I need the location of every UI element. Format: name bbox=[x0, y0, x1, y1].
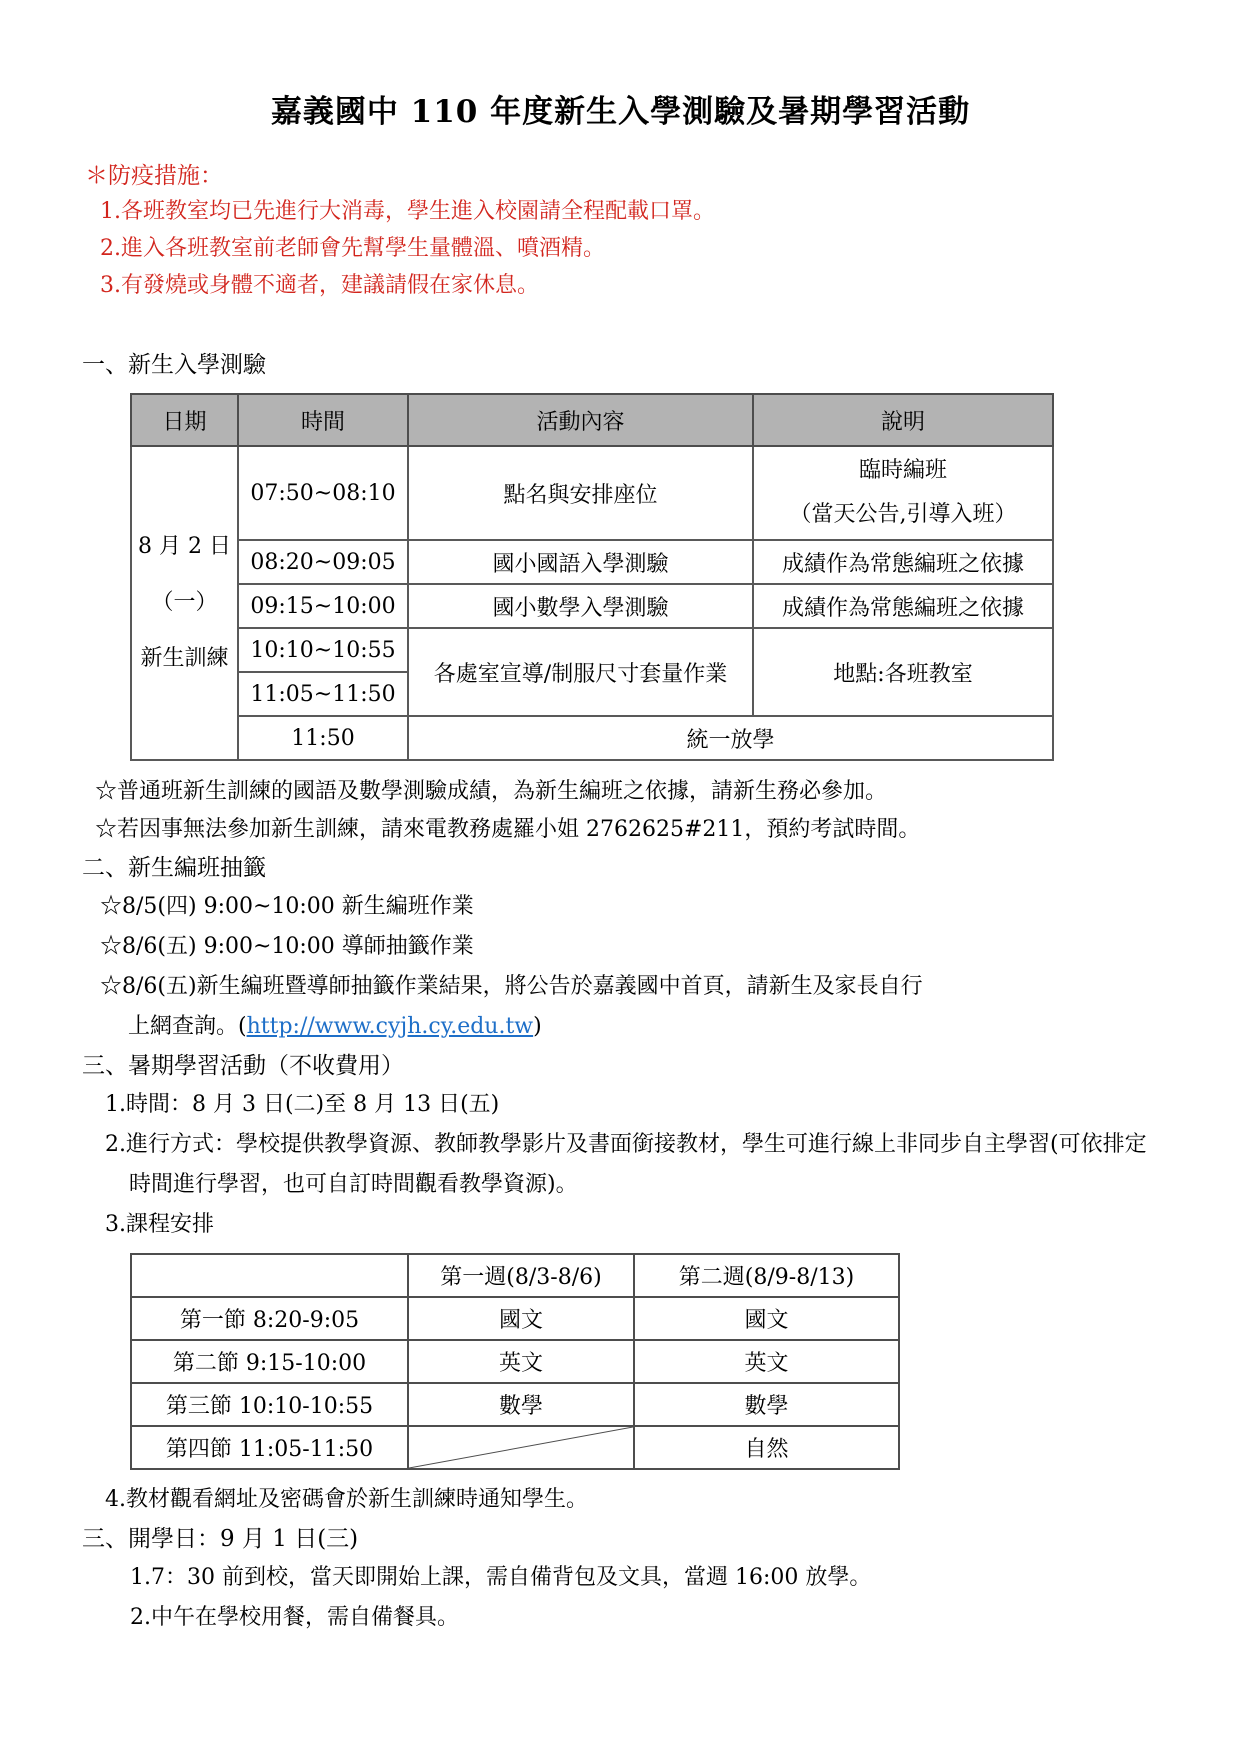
time-cell: 10:10~10:55 bbox=[238, 628, 408, 672]
subject-cell: 國文 bbox=[634, 1297, 899, 1340]
school-website-link[interactable]: http://www.cyjh.cy.edu.tw bbox=[246, 1014, 534, 1039]
table-header-row bbox=[131, 394, 1053, 446]
link-prefix: 上網查詢。( bbox=[128, 1014, 247, 1039]
star-note-2: ☆若因事無法參加新生訓練，請來電教務處羅小姐 2762625#211，預約考試時間。 bbox=[95, 817, 921, 842]
lottery-item-1: ☆8/5(四) 9:00~10:00 新生編班作業 bbox=[100, 894, 474, 919]
period-cell: 第四節 11:05-11:50 bbox=[131, 1426, 408, 1469]
lottery-item-2: ☆8/6(五) 9:00~10:00 導師抽籤作業 bbox=[100, 934, 474, 959]
time-cell: 11:05~11:50 bbox=[238, 672, 408, 716]
note-cell: 成績作為常態編班之依據 bbox=[753, 584, 1053, 628]
schedule-row bbox=[131, 1297, 899, 1340]
date-line-3: 新生訓練 bbox=[140, 646, 229, 671]
period-cell: 第一節 8:20-9:05 bbox=[131, 1297, 408, 1340]
subject-cell: 數學 bbox=[634, 1383, 899, 1426]
week2-header: 第二週(8/9-8/13) bbox=[634, 1254, 899, 1297]
table-row bbox=[131, 446, 1053, 540]
note-column-header: 說明 bbox=[753, 394, 1053, 446]
time-cell: 08:20~09:05 bbox=[238, 540, 408, 584]
section-class-lottery bbox=[82, 849, 1159, 1047]
subject-cell: 英文 bbox=[408, 1340, 634, 1383]
covid-heading: ＊防疫措施： bbox=[85, 163, 223, 189]
week1-header: 第一週(8/3-8/6) bbox=[408, 1254, 634, 1297]
activity-cell: 國小國語入學測驗 bbox=[408, 540, 753, 584]
covid-notice bbox=[82, 159, 1159, 304]
time-cell: 09:15~10:00 bbox=[238, 584, 408, 628]
link-suffix: ) bbox=[533, 1014, 542, 1039]
note-line-2: （當天公告,引導入班） bbox=[789, 502, 1017, 527]
section-three-heading: 三、暑期學習活動（不收費用） bbox=[82, 1053, 404, 1079]
table-row bbox=[131, 716, 1053, 760]
table-row bbox=[131, 584, 1053, 628]
opening-item-1: 1.7：30 前到校，當天即開始上課，需自備背包及文具，當週 16:00 放學。 bbox=[130, 1565, 872, 1590]
section-four-heading: 三、開學日：9 月 1 日(三) bbox=[82, 1526, 359, 1552]
summer-item-2: 2.進行方式：學校提供教學資源、教師教學影片及書面銜接教材，學生可進行線上非同步自主學習(可依排定時間進行學習，也可自訂時間觀看教學資源)。 bbox=[105, 1132, 1147, 1197]
date-cell bbox=[131, 446, 238, 760]
section-one-heading: 一、新生入學測驗 bbox=[82, 352, 266, 378]
website-line bbox=[82, 1007, 1159, 1047]
subject-cell: 英文 bbox=[634, 1340, 899, 1383]
covid-item-2: 2.進入各班教室前老師會先幫學生量體溫、噴酒精。 bbox=[100, 236, 605, 261]
time-cell: 11:50 bbox=[238, 716, 408, 760]
schedule-row bbox=[131, 1426, 899, 1469]
subject-cell: 自然 bbox=[634, 1426, 899, 1469]
dismissal-cell: 統一放學 bbox=[408, 716, 1053, 760]
date-line-2: （一） bbox=[151, 590, 218, 615]
activity-cell: 國小數學入學測驗 bbox=[408, 584, 753, 628]
time-column-header: 時間 bbox=[238, 394, 408, 446]
subject-cell: 國文 bbox=[408, 1297, 634, 1340]
section-opening-day bbox=[82, 1520, 1159, 1638]
opening-item-2: 2.中午在學校用餐，需自備餐具。 bbox=[130, 1605, 459, 1630]
period-cell: 第二節 9:15-10:00 bbox=[131, 1340, 408, 1383]
date-column-header: 日期 bbox=[131, 394, 238, 446]
schedule-row bbox=[131, 1340, 899, 1383]
subject-cell: 數學 bbox=[408, 1383, 634, 1426]
section-summer-learning bbox=[82, 1047, 1159, 1520]
diagonal-slash bbox=[409, 1427, 633, 1468]
summer-item-1: 1.時間：8 月 3 日(二)至 8 月 13 日(五) bbox=[105, 1092, 500, 1117]
time-cell: 07:50~08:10 bbox=[238, 446, 408, 540]
star-note-1: ☆普通班新生訓練的國語及數學測驗成績，為新生編班之依據，請新生務必參加。 bbox=[95, 779, 888, 804]
covid-item-3: 3.有發燒或身體不適者，建議請假在家休息。 bbox=[100, 273, 539, 298]
note-line-1: 臨時編班 bbox=[858, 458, 947, 483]
table-row bbox=[131, 628, 1053, 672]
table-row bbox=[131, 540, 1053, 584]
activity-column-header: 活動內容 bbox=[408, 394, 753, 446]
activity-cell: 點名與安排座位 bbox=[408, 446, 753, 540]
period-cell: 第三節 10:10-10:55 bbox=[131, 1383, 408, 1426]
entrance-test-table bbox=[130, 393, 1054, 761]
empty-diagonal-cell bbox=[408, 1426, 634, 1469]
date-line-1: 8 月 2 日 bbox=[138, 534, 231, 559]
schedule-header-row bbox=[131, 1254, 899, 1297]
summer-item-4: 4.教材觀看網址及密碼會於新生訓練時通知學生。 bbox=[105, 1487, 588, 1512]
covid-item-1: 1.各班教室均已先進行大消毒，學生進入校園請全程配載口罩。 bbox=[100, 199, 715, 224]
schedule-table bbox=[130, 1253, 900, 1470]
schedule-row bbox=[131, 1383, 899, 1426]
page-title: 嘉義國中 110 年度新生入學測驗及暑期學習活動 bbox=[270, 94, 971, 130]
schedule-corner-cell bbox=[131, 1254, 408, 1297]
summer-item-3: 3.課程安排 bbox=[105, 1212, 214, 1237]
merged-activity-cell: 各處室宣導/制服尺寸套量作業 bbox=[408, 628, 753, 716]
section-two-heading: 二、新生編班抽籤 bbox=[82, 855, 266, 881]
section-entrance-test bbox=[82, 346, 1159, 849]
lottery-item-3: ☆8/6(五)新生編班暨導師抽籤作業結果，將公告於嘉義國中首頁，請新生及家長自行 bbox=[100, 974, 923, 999]
note-cell: 成績作為常態編班之依據 bbox=[753, 540, 1053, 584]
merged-note-cell: 地點:各班教室 bbox=[753, 628, 1053, 716]
note-cell bbox=[753, 446, 1053, 540]
